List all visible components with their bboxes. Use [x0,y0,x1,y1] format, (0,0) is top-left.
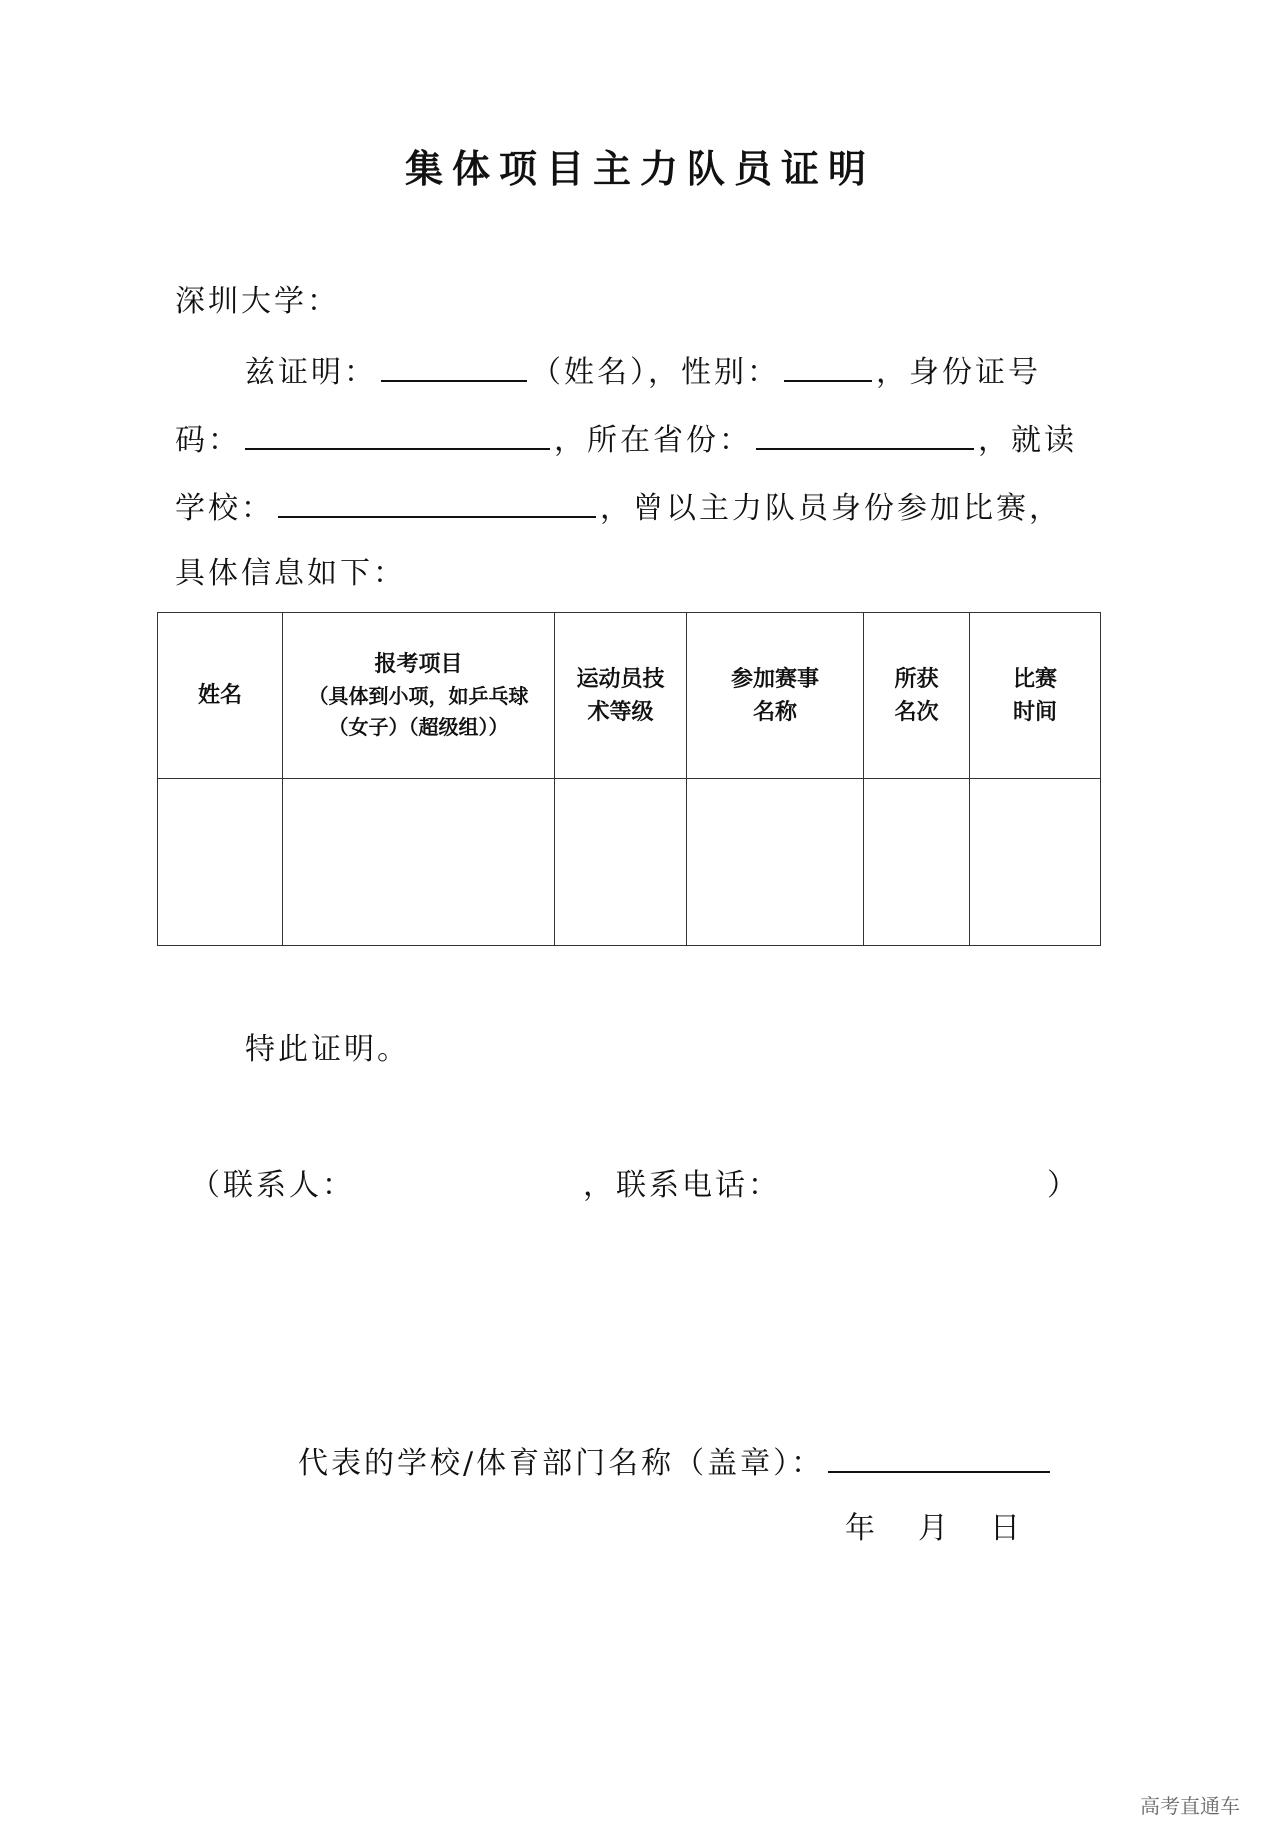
para-text: ，就读 [978,423,1077,458]
id-number-blank[interactable] [245,418,550,450]
closing-text: 特此证明。 [245,1032,410,1067]
cell-name[interactable] [158,779,283,946]
signature-line [298,1441,1054,1484]
contact-close-paren: ） [1047,1168,1080,1203]
para-text: 兹证明： [245,355,377,390]
para-text: ，所在省份： [554,423,752,458]
cell-event[interactable] [283,779,555,946]
contact-phone-label: ，联系电话： [583,1168,781,1203]
gender-blank[interactable] [784,350,872,382]
cell-competition[interactable] [687,779,864,946]
org-label: 代表的学校/体育部门名称（盖章）： [298,1446,825,1481]
header-competition: 参加赛事 名称 [687,613,864,779]
para-text: （姓名），性别： [531,355,780,390]
school-blank[interactable] [278,486,596,518]
date-year: 年 [845,1511,878,1546]
date-day: 日 [990,1511,1023,1546]
name-blank[interactable] [381,350,527,382]
para-text: 码： [175,423,241,458]
cell-rank[interactable] [864,779,970,946]
province-blank[interactable] [756,418,974,450]
info-table [157,612,1101,946]
table-row [158,779,1101,946]
document-title: 集体项目主力队员证明 [404,147,875,191]
para-text: 学校： [175,491,274,526]
paragraph-line-1 [245,350,1041,393]
paragraph-line-3 [175,486,1062,529]
table-header-row [158,613,1101,779]
header-event: 报考项目 （具体到小项，如乒乓球 （女子）（超级组）） [283,613,555,779]
contact-person-label: （联系人： [190,1168,355,1203]
addressee: 深圳大学： [175,284,340,319]
header-name: 姓名 [158,613,283,779]
header-rank: 所获 名次 [864,613,970,779]
para-text: ，曾以主力队员身份参加比赛， [600,491,1062,526]
cell-time[interactable] [970,779,1101,946]
stamp-blank[interactable] [828,1441,1050,1473]
date-month: 月 [918,1511,951,1546]
paragraph-line-4: 具体信息如下： [175,556,406,591]
header-level: 运动员技 术等级 [555,613,687,779]
paragraph-line-2 [175,418,1077,461]
header-time: 比赛 时间 [970,613,1101,779]
para-text: ，身份证号 [876,355,1041,390]
cell-level[interactable] [555,779,687,946]
watermark: 高考直通车 [1140,1794,1240,1818]
